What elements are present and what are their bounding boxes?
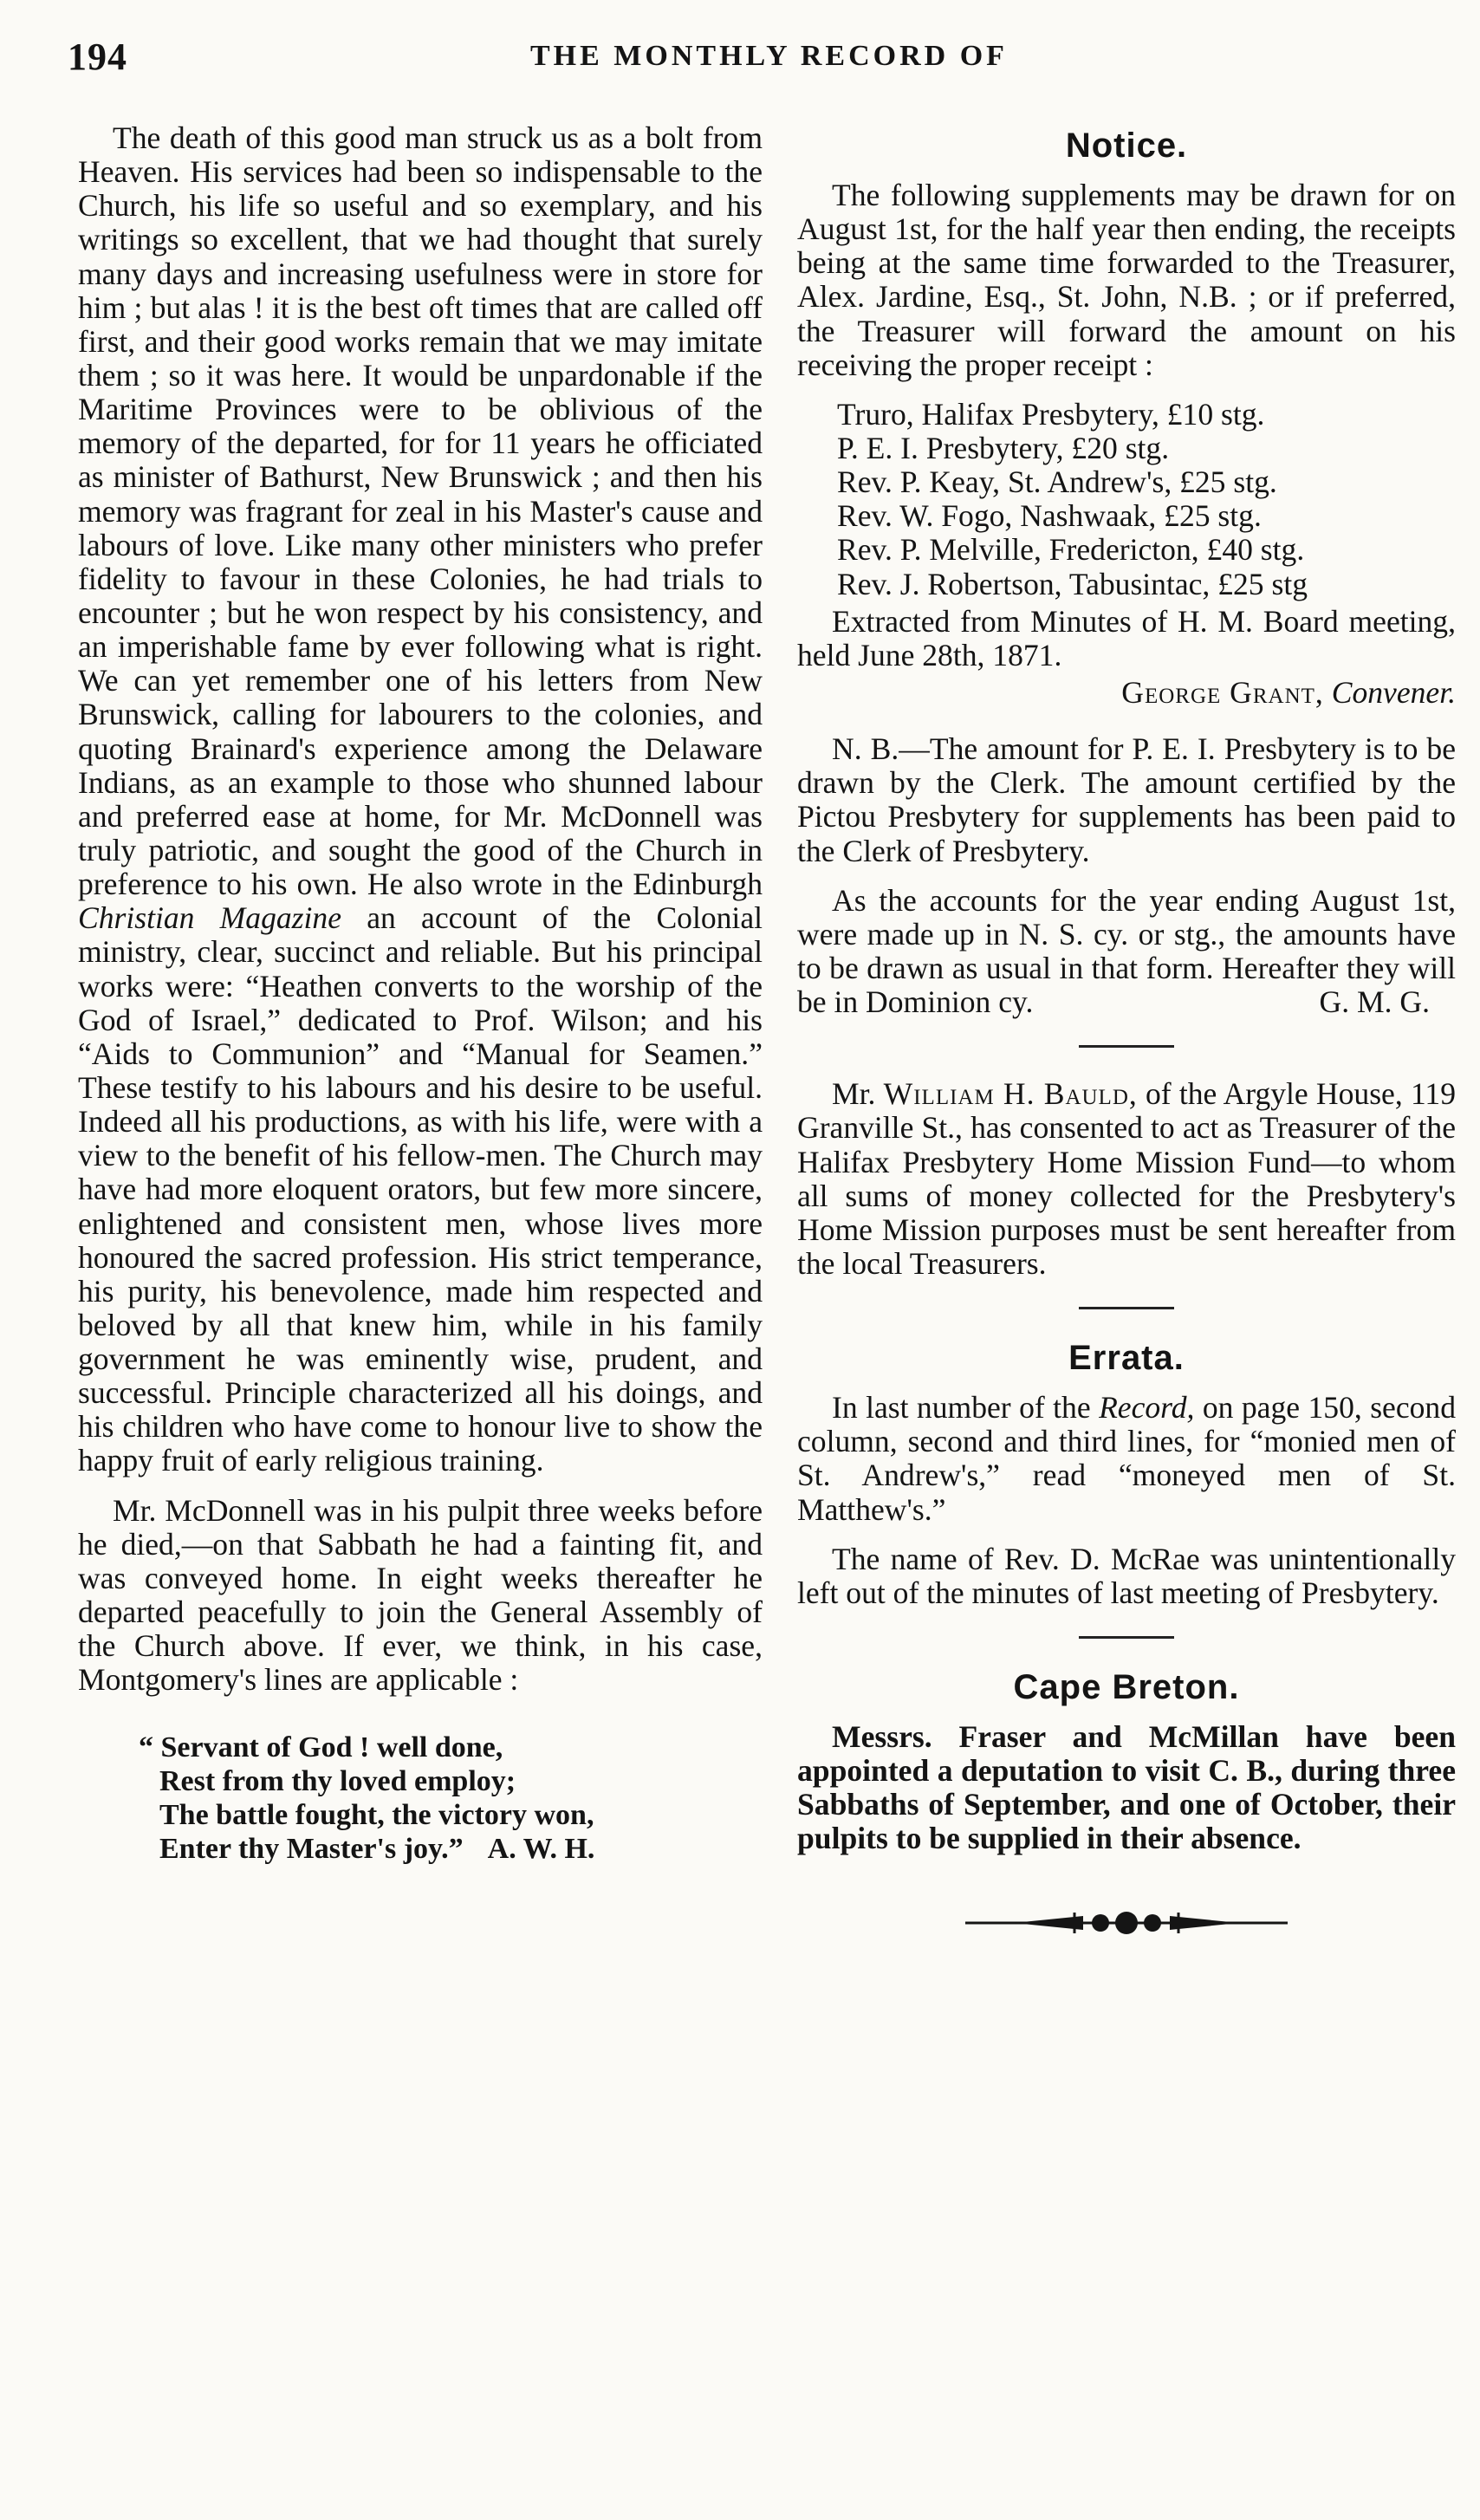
- obituary-text: The death of this good man struck us as a bolt from Heaven. His services had been so indispensable to the Church, his life so useful and so exemplary, and his writings so excellent, that we had thought that surely many days and increasing usefulness were in store for him ; but alas ! it is the best oft times that are called off first, and their good works remain that we may imitate them ; so it was here. It would be unpardonable if the Maritime Provinces were to be oblivious of the memory of the departed, for for 11 years he officiated as minister of Bathurst, New Brunswick ; and then his memory was fragrant for zeal in his Master's cause and labours of love. Like many other ministers who prefer fidelity to favour in these Colonies, he had trials to encounter ; but he won respect by his consistency, and an imperishable fame by ever following what is right. We can yet remember one of his letters from New Brunswick, calling for labourers to the colonies, and quoting Brainard's experience among the Delaware Indians, as an example to those who shunned labour and preferred ease at home, for Mr. McDonnell was truly patriotic, and sought the good of the Church in preference to his own. He also wrote in the Edinburgh: [78, 120, 763, 902]
- errata-text-a: In last number of the: [832, 1390, 1091, 1426]
- accounts-text: As the accounts for the year ending August 1st, were made up in N. S. cy. or stg., the amounts have to be drawn as usual in that form. Hereafter they will be in Dominion cy.: [797, 882, 1456, 1020]
- supplement-item: Truro, Halifax Presbytery, £10 stg.: [837, 396, 1265, 432]
- treasurer-paragraph: [797, 1077, 1456, 1281]
- poem-line: The battle fought, the victory won,: [159, 1798, 594, 1831]
- notice-paragraph: The following supplements may be drawn for on August 1st, for the half year then ending, the receipts being at the same time forwarded to the Treasurer, Alex. Jardine, Esq., St. John, N.B. ; or if preferred, the Treasurer will forward the amount on his receiving the proper receipt :: [797, 178, 1456, 382]
- left-column: [78, 121, 763, 1866]
- treasurer-text: of the Argyle House, 119 Granville St., has consented to act as Treasurer of the Halifax Presbytery Home Mission Fund—to whom all sums of money collected for the Presbytery's Home Mission purposes must be sent hereafter from the local Treasurers.: [797, 1076, 1456, 1281]
- poem-quotation: [139, 1731, 763, 1866]
- running-header: [0, 35, 1480, 87]
- errata-heading: Errata.: [1068, 1339, 1185, 1378]
- record-title: Record,: [1099, 1390, 1195, 1426]
- treasurer-name: William H. Bauld,: [883, 1076, 1138, 1112]
- bauld-prefix: Mr.: [832, 1076, 876, 1112]
- convener-name: George Grant,: [1121, 674, 1324, 710]
- convener-title: Convener.: [1331, 674, 1456, 710]
- page-number: 194: [68, 36, 127, 78]
- ornamental-flourish-icon: [962, 1906, 1291, 1940]
- final-days-paragraph: Mr. McDonnell was in his pulpit three weeks before he died,—on that Sabbath he had a fainting fit, and was conveyed home. In eight weeks thereafter he departed peacefully to join the General Assembly of the Church above. If ever, we think, in his case, Montgomery's lines are applicable :: [78, 1492, 763, 1698]
- poem-line: Rest from thy loved employ;: [159, 1765, 516, 1798]
- accounts-signature: G. M. G.: [1319, 984, 1430, 1020]
- cape-breton-heading: Cape Breton.: [1013, 1667, 1240, 1706]
- poem-line: “ Servant of God ! well done,: [139, 1731, 503, 1764]
- obituary-text-continued: an account of the Colonial ministry, clear, succinct and reliable. But his principal works were: “Heathen converts to the worship of the God of Israel,” dedicated to Prof. Wilson; and his “Aids to Communion” and “Manual for Seamen.” These testify to his labours and his desire to be useful. Indeed all his productions, as with his life, were with a view to the benefit of his fellow-men. The Church may have had more eloquent orators, but few more sincere, enlightened and consistent men, whose lives more honoured the sacred profession. His strict temperance, his purity, his benevolence, made him respected and beloved by all that knew him, while in his family government he was eminently wise, prudent, and successful. Principle characterized all his doings, and his children who have come to honour live to show the happy fruit of early religious training.: [78, 900, 763, 1478]
- notice-heading: Notice.: [1065, 127, 1188, 165]
- supplement-item: Rev. J. Robertson, Tabusintac, £25 stg: [837, 566, 1308, 601]
- supplement-item: Rev. P. Keay, St. Andrew's, £25 stg.: [837, 464, 1277, 500]
- supplements-list: [837, 398, 1456, 601]
- extracted-minutes: Extracted from Minutes of H. M. Board meeting, held June 28th, 1871.: [797, 603, 1456, 672]
- running-title: THE MONTHLY RECORD OF: [530, 40, 1008, 72]
- supplement-item: Rev. P. Melville, Fredericton, £40 stg.: [837, 532, 1305, 568]
- poem-line-text: Enter thy Master's joy.”: [159, 1832, 464, 1865]
- magazine-title: Christian Magazine: [78, 900, 341, 936]
- errata-paragraph: [797, 1391, 1456, 1527]
- section-divider: [1079, 1307, 1174, 1309]
- supplement-item: P. E. I. Presbytery, £20 stg.: [837, 430, 1170, 465]
- accounts-paragraph: [797, 884, 1456, 1020]
- errata-text-b: on page 150, second column, second and third lines, for “monied men of St. Andrew's,” read “moneyed men of St. Matthew's.”: [797, 1390, 1456, 1527]
- supplement-item: Rev. W. Fogo, Nashwaak, £25 stg.: [837, 498, 1262, 534]
- obituary-paragraph: [78, 121, 763, 1478]
- poem-signature: A. W. H.: [487, 1832, 595, 1865]
- right-column: [797, 121, 1456, 1940]
- errata-paragraph-2: The name of Rev. D. McRae was unintentionally left out of the minutes of last meeting of Presbytery.: [797, 1541, 1456, 1610]
- section-divider: [1079, 1045, 1174, 1048]
- nb-paragraph: N. B.—The amount for P. E. I. Presbytery is to be drawn by the Clerk. The amount certified by the Pictou Presbytery for supplements has been paid to the Clerk of Presbytery.: [797, 731, 1456, 868]
- poem-line-last: [139, 1833, 763, 1867]
- section-divider: [1079, 1636, 1174, 1639]
- convener-signature: [797, 676, 1456, 710]
- cape-breton-paragraph: Messrs. Fraser and McMillan have been appointed a deputation to visit C. B., during three Sabbaths of September, and one of October, their pulpits to be supplied in their absence.: [797, 1718, 1456, 1856]
